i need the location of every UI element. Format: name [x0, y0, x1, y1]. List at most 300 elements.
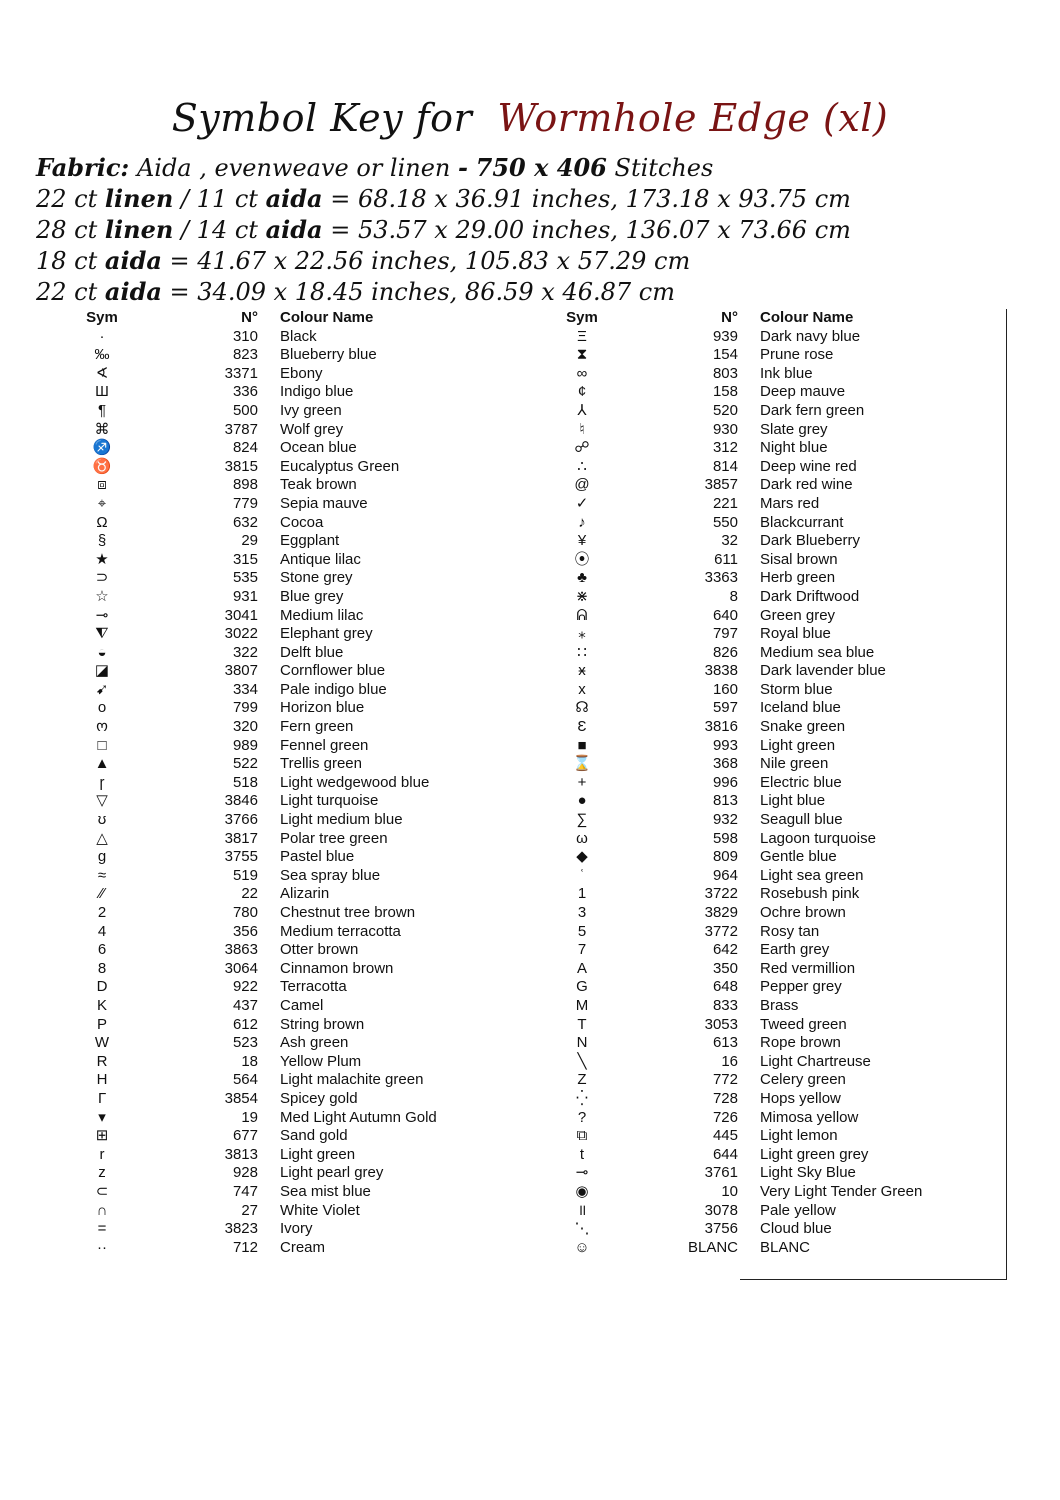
thread-number-cell: 780 [232, 904, 258, 921]
symbol-cell: ● [577, 792, 587, 810]
table-row [550, 1220, 970, 1239]
colour-name-cell: Light green [760, 736, 836, 754]
symbol-cell: ♉ [92, 457, 112, 475]
thread-number-cell: 612 [232, 1015, 258, 1033]
thread-number-cell: 964 [712, 866, 738, 884]
colour-name-cell: Seagull blue [760, 811, 843, 829]
thread-number-cell: 350 [712, 959, 738, 977]
symbol-cell: ⊸ [95, 606, 109, 624]
header-number: N° [241, 309, 258, 326]
symbol-cell: □ [97, 736, 107, 754]
table-row [550, 941, 970, 960]
colour-name-cell: Very Light Tender Green [760, 1182, 923, 1200]
colour-name-cell: Storm blue [760, 680, 833, 698]
thread-number-cell: 322 [232, 643, 258, 661]
thread-number-cell: 3816 [704, 718, 738, 736]
colour-name-cell: Rosy tan [760, 922, 820, 940]
colour-name-cell: Dark Blueberry [760, 532, 861, 550]
table-row [70, 328, 490, 347]
symbol-cell: A [576, 959, 587, 977]
symbol-cell: ♐ [92, 439, 112, 457]
table-row [550, 1146, 970, 1165]
table-row [70, 755, 490, 774]
table-row [70, 625, 490, 644]
thread-number-cell: 640 [712, 606, 738, 624]
spec-post: = 41.67 x 22.56 inches, 105.83 x 57.29 cm [169, 247, 691, 275]
spec-post: = 53.57 x 29.00 inches, 136.07 x 73.66 cm [330, 216, 851, 244]
colour-name-cell: Alizarin [280, 885, 330, 903]
thread-number-cell: 3053 [704, 1015, 738, 1033]
colour-name-cell: Lagoon turquoise [760, 829, 876, 847]
title-prefix: Symbol Key for [171, 96, 473, 140]
thread-number-cell: 518 [232, 773, 258, 791]
table-row [550, 830, 970, 849]
colour-name-cell: Yellow Plum [280, 1052, 362, 1070]
symbol-table-right [550, 309, 970, 1257]
table-row [70, 402, 490, 421]
symbol-cell: · [99, 327, 105, 345]
thread-number-cell: 613 [712, 1034, 738, 1052]
colour-name-cell: Red vermillion [760, 959, 856, 977]
spec-mid: / 14 ct [180, 216, 258, 244]
thread-number-cell: 996 [712, 773, 738, 791]
symbol-cell: Ɛ [577, 718, 587, 736]
table-row [70, 1109, 490, 1128]
symbol-cell: D [96, 978, 108, 996]
colour-name-cell: Dark navy blue [760, 327, 861, 345]
thread-number-cell: 799 [232, 699, 258, 717]
fabric-line [36, 152, 1036, 183]
symbol-cell: ▾ [98, 1108, 106, 1126]
table-row [70, 941, 490, 960]
colour-name-cell: Dark red wine [760, 476, 853, 494]
colour-name-cell: Black [280, 327, 317, 345]
symbol-cell: Ω [96, 513, 108, 531]
size-spec-line [36, 214, 1036, 245]
table-row [70, 365, 490, 384]
thread-number-cell: BLANC [687, 1238, 738, 1256]
symbol-cell: o [97, 699, 107, 717]
thread-number-cell: 611 [714, 550, 738, 568]
table-row [550, 1127, 970, 1146]
symbol-cell: ☊ [575, 699, 589, 717]
table-row [70, 421, 490, 440]
thread-number-cell: 3766 [224, 811, 258, 829]
colour-name-cell: Terracotta [280, 978, 347, 996]
thread-number-cell: 898 [232, 476, 258, 494]
symbol-cell: ¢ [577, 383, 587, 401]
table-row [550, 1016, 970, 1035]
table-row [70, 960, 490, 979]
colour-name-cell: Ebony [280, 364, 323, 382]
table-row [550, 625, 970, 644]
table-row [550, 1239, 970, 1258]
colour-name-cell: Medium lilac [280, 606, 364, 624]
table-row [70, 346, 490, 365]
table-row [550, 532, 970, 551]
thread-number-cell: 3078 [704, 1201, 738, 1219]
colour-name-cell: Indigo blue [280, 383, 354, 401]
colour-name-cell: Sisal brown [760, 550, 838, 568]
colour-name-cell: Teak brown [280, 476, 357, 494]
colour-name-cell: Rope brown [760, 1034, 841, 1052]
thread-number-cell: 803 [712, 364, 738, 382]
colour-name-cell: Eucalyptus Green [280, 457, 400, 475]
symbol-cell: @ [574, 476, 590, 494]
thread-number-cell: 3838 [704, 662, 738, 680]
colour-name-cell: Mars red [760, 494, 820, 512]
thread-number-cell: 814 [712, 457, 738, 475]
colour-name-cell: Dark Driftwood [760, 587, 860, 605]
table-row [70, 1220, 490, 1239]
table-row [550, 792, 970, 811]
colour-name-cell: Light malachite green [280, 1071, 424, 1089]
colour-name-cell: Slate grey [760, 420, 828, 438]
table-row [550, 997, 970, 1016]
symbol-cell: P [96, 1015, 107, 1033]
table-row [550, 867, 970, 886]
symbol-cell: ¶ [97, 401, 107, 419]
symbol-cell: G [576, 978, 588, 996]
table-row [550, 569, 970, 588]
thread-number-cell: 564 [232, 1071, 258, 1089]
symbol-cell: ⋱ [574, 1220, 590, 1238]
table-row [550, 1053, 970, 1072]
colour-name-cell: Cream [280, 1238, 326, 1256]
table-row [70, 1016, 490, 1035]
symbol-cell: ◉ [575, 1182, 589, 1200]
colour-name-cell: Camel [280, 996, 324, 1014]
thread-number-cell: 993 [712, 736, 738, 754]
table-row [70, 792, 490, 811]
symbol-cell: g [97, 848, 107, 866]
symbol-cell: ◪ [94, 662, 110, 680]
spec-post: = 34.09 x 18.45 inches, 86.59 x 46.87 cm [169, 278, 675, 306]
thread-number-cell: 18 [241, 1052, 258, 1070]
table-frame-right [1006, 309, 1007, 1279]
fabric-text: Aida , evenweave or linen [136, 154, 451, 182]
thread-number-cell: 519 [232, 866, 258, 884]
table-row [550, 923, 970, 942]
thread-number-cell: 221 [712, 494, 738, 512]
table-row [550, 681, 970, 700]
table-row [70, 662, 490, 681]
colour-name-cell: Earth grey [760, 941, 830, 959]
table-row [70, 1202, 490, 1221]
thread-number-cell: 931 [232, 587, 258, 605]
thread-number-cell: 597 [712, 699, 738, 717]
table-row [550, 458, 970, 477]
table-row [70, 1090, 490, 1109]
thread-number-cell: 523 [232, 1034, 258, 1052]
symbol-cell: ⊂ [95, 1182, 109, 1200]
table-row [70, 476, 490, 495]
colour-name-cell: Wolf grey [280, 420, 344, 438]
table-row [70, 551, 490, 570]
table-row [550, 811, 970, 830]
symbol-cell: ¥ [577, 532, 587, 550]
thread-number-cell: 312 [712, 439, 738, 457]
spec-b1: aida [104, 277, 162, 306]
colour-name-cell: Stone grey [280, 569, 353, 587]
table-row [550, 644, 970, 663]
table-row [550, 551, 970, 570]
table-row [550, 1183, 970, 1202]
symbol-cell: ■ [577, 736, 587, 754]
table-row [550, 662, 970, 681]
thread-number-cell: 642 [712, 941, 738, 959]
colour-name-cell: Night blue [760, 439, 828, 457]
thread-number-cell: 813 [712, 792, 738, 810]
table-row [550, 1109, 970, 1128]
symbol-cell: ო [96, 718, 108, 736]
symbol-cell: ⧗ [576, 346, 588, 364]
thread-number-cell: 8 [729, 587, 738, 605]
colour-name-cell: Hops yellow [760, 1089, 841, 1107]
size-spec-line [36, 183, 1036, 214]
symbol-cell: ʿ [579, 866, 585, 884]
spec-pre: 22 ct [36, 278, 98, 306]
symbol-cell: ? [577, 1108, 587, 1126]
colour-name-cell: Rosebush pink [760, 885, 860, 903]
thread-number-cell: 27 [241, 1201, 258, 1219]
table-row [70, 1183, 490, 1202]
table-row [70, 1071, 490, 1090]
spec-b2: aida [265, 184, 323, 213]
symbol-cell: ♮ [579, 420, 585, 438]
table-row [70, 737, 490, 756]
spec-b1: aida [104, 246, 162, 275]
thread-number-cell: 826 [712, 643, 738, 661]
colour-name-cell: Chestnut tree brown [280, 904, 416, 921]
symbol-cell: ∢ [95, 364, 109, 382]
table-row [550, 383, 970, 402]
colour-name-cell: Trellis green [280, 755, 362, 773]
thread-number-cell: 809 [712, 848, 738, 866]
colour-name-cell: Electric blue [760, 773, 842, 791]
colour-name-cell: Pale yellow [760, 1201, 836, 1219]
header-number: N° [721, 309, 738, 326]
symbol-cell: ॥ [577, 1201, 587, 1219]
symbol-cell: △ [96, 829, 108, 847]
pattern-name: Wormhole Edge (xl) [497, 96, 889, 140]
colour-name-cell: Sand gold [280, 1127, 348, 1145]
table-row [70, 1239, 490, 1258]
thread-number-cell: 3787 [224, 420, 258, 438]
symbol-cell: ω [576, 829, 588, 847]
thread-number-cell: 3854 [224, 1089, 258, 1107]
symbol-cell: 6 [97, 941, 107, 959]
colour-name-cell: Polar tree green [280, 829, 388, 847]
table-row [550, 365, 970, 384]
thread-number-cell: 632 [232, 513, 258, 531]
table-row [70, 774, 490, 793]
thread-number-cell: 500 [232, 401, 258, 419]
table-row [70, 718, 490, 737]
colour-name-cell: Prune rose [760, 346, 834, 364]
table-row [550, 346, 970, 365]
spec-b1: linen [104, 215, 174, 244]
symbol-cell: ⧉ [576, 1127, 588, 1145]
colour-name-cell: Spicey gold [280, 1089, 358, 1107]
thread-number-cell: 728 [712, 1089, 738, 1107]
thread-number-cell: 3756 [704, 1220, 738, 1238]
symbol-cell: ⁄⁄ [99, 885, 105, 903]
symbol-cell: ·· [97, 1238, 107, 1256]
spec-pre: 28 ct [36, 216, 98, 244]
colour-name-cell: Light pearl grey [280, 1164, 384, 1182]
colour-name-cell: Light green grey [760, 1145, 869, 1163]
thread-number-cell: 928 [232, 1164, 258, 1182]
thread-number-cell: 3817 [224, 829, 258, 847]
table-row [550, 439, 970, 458]
spec-pre: 18 ct [36, 247, 98, 275]
symbol-cell: ♪ [578, 513, 586, 531]
thread-number-cell: 310 [232, 327, 258, 345]
symbol-cell: ʊ [97, 811, 107, 829]
stitch-unit: Stitches [614, 154, 714, 182]
thread-number-cell: 779 [232, 494, 258, 512]
thread-number-cell: 437 [232, 996, 258, 1014]
colour-name-cell: Med Light Autumn Gold [280, 1108, 437, 1126]
table-row [70, 1127, 490, 1146]
table-row [70, 1053, 490, 1072]
spec-b1: linen [104, 184, 174, 213]
table-row [550, 1090, 970, 1109]
colour-name-cell: Ivy green [280, 401, 342, 419]
symbol-cell: ╲ [577, 1052, 587, 1070]
thread-number-cell: 3761 [704, 1164, 738, 1182]
table-row [550, 421, 970, 440]
colour-name-cell: Light Chartreuse [760, 1052, 871, 1070]
symbol-cell: ɼ [99, 773, 105, 791]
page-title [0, 96, 1060, 140]
colour-name-cell: Light blue [760, 792, 826, 810]
colour-name-cell: Light Sky Blue [760, 1164, 856, 1182]
colour-name-cell: Elephant grey [280, 625, 373, 643]
colour-name-cell: Deep wine red [760, 457, 857, 475]
table-row [550, 588, 970, 607]
table-row [550, 904, 970, 923]
colour-name-cell: Dark fern green [760, 401, 865, 419]
symbol-cell: t [579, 1145, 585, 1163]
table-header [550, 309, 970, 328]
size-spec-line [36, 245, 1036, 276]
size-spec-line [36, 276, 1036, 307]
colour-name-cell: Tweed green [760, 1015, 847, 1033]
symbol-cell: z [98, 1164, 106, 1182]
symbol-cell: 7 [577, 941, 587, 959]
symbol-cell: ⋇ [575, 587, 589, 605]
spec-b2: aida [265, 215, 323, 244]
thread-number-cell: 824 [232, 439, 258, 457]
fabric-specs [36, 152, 1036, 307]
symbol-cell: ⁎ [578, 625, 586, 643]
thread-number-cell: 445 [712, 1127, 738, 1145]
table-row [550, 1164, 970, 1183]
symbol-cell: ▲ [94, 755, 110, 773]
colour-name-cell: Herb green [760, 569, 836, 587]
table-row [70, 439, 490, 458]
thread-number-cell: 772 [712, 1071, 738, 1089]
symbol-cell: + [577, 773, 587, 791]
colour-name-cell: Deep mauve [760, 383, 846, 401]
thread-number-cell: 368 [712, 755, 738, 773]
colour-name-cell: Ocean blue [280, 439, 357, 457]
thread-number-cell: 160 [712, 680, 738, 698]
symbol-cell: ⌖ [97, 494, 107, 512]
colour-name-cell: Medium terracotta [280, 922, 401, 940]
table-row [550, 699, 970, 718]
thread-number-cell: 22 [241, 885, 258, 903]
thread-number-cell: 32 [721, 532, 738, 550]
thread-number-cell: 3371 [224, 364, 258, 382]
colour-name-cell: Cocoa [280, 513, 324, 531]
symbol-cell: ∴ [577, 457, 587, 475]
table-row [550, 1071, 970, 1090]
symbol-cell: Ξ [577, 327, 587, 345]
colour-name-cell: Pale indigo blue [280, 680, 387, 698]
colour-name-cell: Nile green [760, 755, 829, 773]
symbol-cell: 5 [577, 922, 587, 940]
colour-name-cell: Sea mist blue [280, 1182, 371, 1200]
symbol-cell: 1 [577, 885, 587, 903]
symbol-cell: ♣ [577, 569, 587, 587]
table-row [70, 495, 490, 514]
thread-number-cell: 315 [232, 550, 258, 568]
colour-name-cell: Cinnamon brown [280, 959, 394, 977]
table-row [70, 607, 490, 626]
table-row [550, 1202, 970, 1221]
colour-name-cell: Gentle blue [760, 848, 837, 866]
symbol-cell: Z [577, 1071, 587, 1089]
table-row [70, 1034, 490, 1053]
thread-number-cell: 3813 [224, 1145, 258, 1163]
table-row [70, 978, 490, 997]
symbol-cell: K [96, 996, 107, 1014]
symbol-cell: ⊃ [95, 569, 109, 587]
thread-number-cell: 648 [712, 978, 738, 996]
table-row [70, 1146, 490, 1165]
table-row [70, 681, 490, 700]
colour-name-cell: Blue grey [280, 587, 344, 605]
symbol-cell: ⦿ [574, 550, 590, 568]
symbol-cell: ∞ [576, 364, 588, 382]
symbol-cell: M [575, 996, 589, 1014]
stitch-count: 750 x 406 [475, 153, 607, 182]
colour-name-cell: Brass [760, 996, 799, 1014]
thread-number-cell: 19 [241, 1108, 258, 1126]
colour-name-cell: Snake green [760, 718, 846, 736]
table-row [70, 588, 490, 607]
thread-number-cell: 3807 [224, 662, 258, 680]
colour-name-cell: Ash green [280, 1034, 349, 1052]
colour-name-cell: Delft blue [280, 643, 344, 661]
colour-name-cell: White Violet [280, 1201, 360, 1219]
thread-number-cell: 3022 [224, 625, 258, 643]
symbol-cell: Ш [95, 383, 109, 401]
thread-number-cell: 3846 [224, 792, 258, 810]
symbol-cell: T [577, 1015, 587, 1033]
thread-number-cell: 356 [232, 922, 258, 940]
symbol-cell: 8 [97, 959, 107, 977]
thread-number-cell: 320 [232, 718, 258, 736]
table-row [70, 811, 490, 830]
symbol-cell: 2 [97, 904, 107, 921]
colour-name-cell: BLANC [760, 1238, 811, 1256]
thread-number-cell: 16 [721, 1052, 738, 1070]
thread-number-cell: 550 [712, 513, 738, 531]
